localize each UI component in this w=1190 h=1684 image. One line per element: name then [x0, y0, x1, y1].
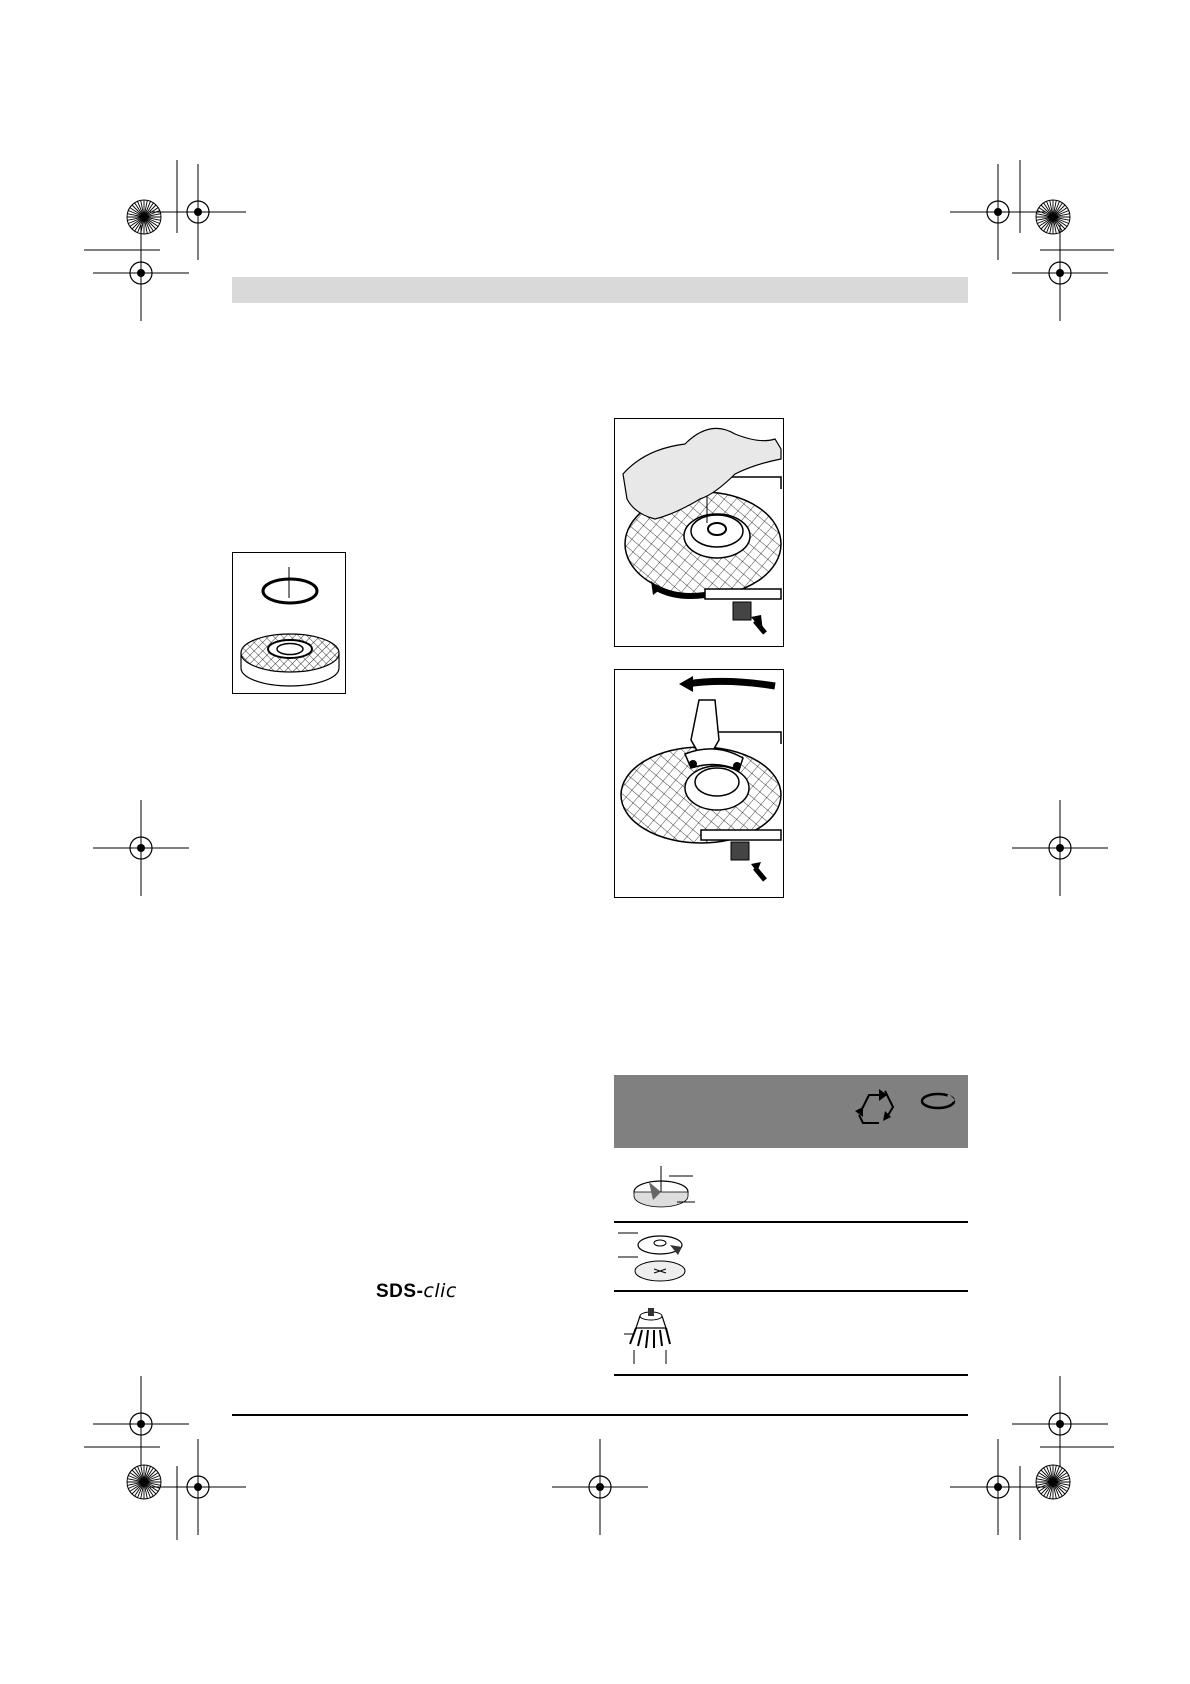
wrench-disc-mounting-figure [614, 669, 784, 898]
header-bar [232, 277, 968, 303]
sds-clic-logo [376, 1280, 457, 1303]
flap-disc-icon [618, 1229, 698, 1287]
hand-disc-mounting-figure [614, 418, 784, 647]
disposal-table-header [614, 1075, 968, 1148]
disposal-row-2 [614, 1223, 968, 1289]
recycle-icon [851, 1081, 903, 1129]
ring-icon [918, 1089, 958, 1113]
cutting-disc-icon [629, 1162, 709, 1210]
sds-logo-prefix: SDS- [376, 1281, 424, 1302]
row-separator [614, 1374, 968, 1376]
o-ring-flange-icon [233, 553, 344, 692]
sds-logo-suffix: clic [423, 1280, 457, 1302]
o-ring-flange-figure [232, 552, 346, 694]
footer-line [232, 1414, 968, 1416]
cup-brush-icon [624, 1298, 694, 1368]
disposal-row-1 [614, 1150, 968, 1218]
wrench-disc-mounting-icon [615, 670, 782, 896]
disposal-row-3 [614, 1292, 968, 1372]
hand-disc-mounting-icon [615, 419, 782, 645]
